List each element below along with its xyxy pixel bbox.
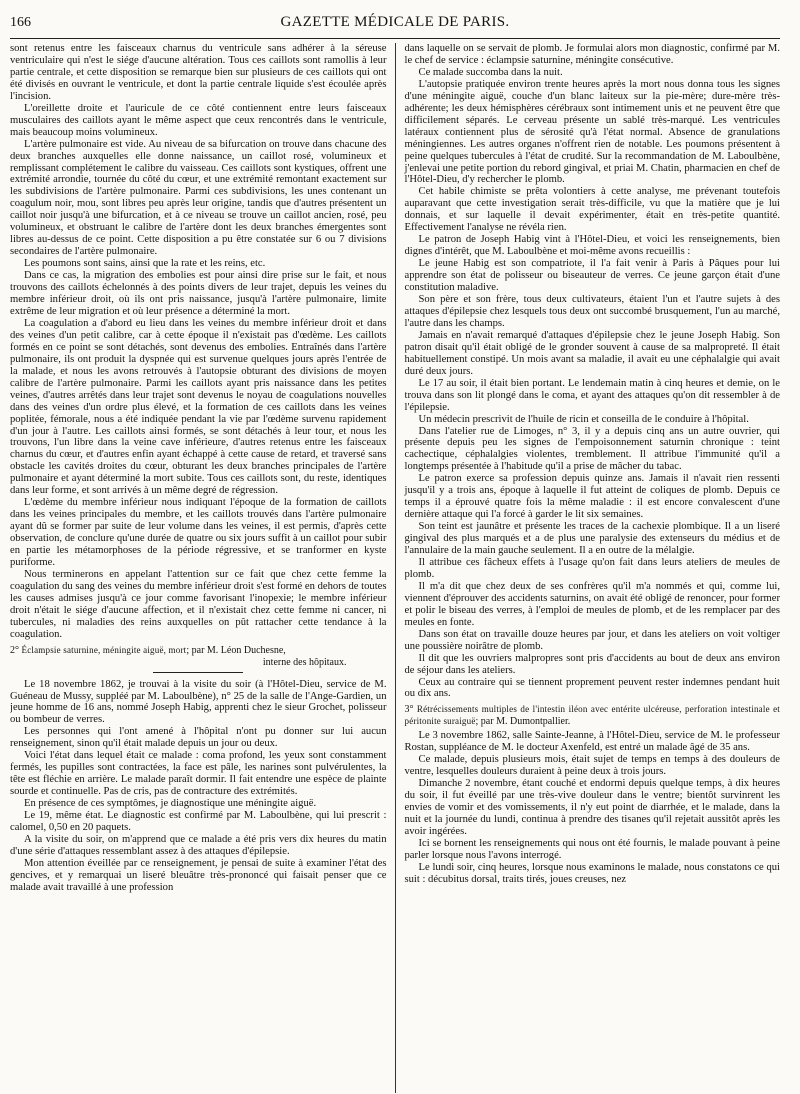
paragraph: Il dit que les ouvriers malpropres sont pris d'accidents au bout de deux ans environ de séjour dans les ateliers. (404, 652, 780, 676)
paragraph: Dans son état on travaille douze heures par jour, et dans les ateliers on voit voltiger une poussière noirâtre de plomb. (404, 628, 780, 652)
paragraph: Mon attention éveillée par ce renseignement, je pensai de suite à examiner l'état des gencives, et y remarquai un liseré bleuâtre très-prononcé qui faisait penser que ce malade avait travaillé à une profession (10, 857, 387, 893)
paragraph: Le 18 novembre 1862, je trouvai à la visite du soir (à l'Hôtel-Dieu, service de M. Guéneau de Mussy, suppléé par M. Laboulbène), n° 25 de la salle de l'Ange-Gardien, un jeune homme de 16 ans, nommé Joseph Habig, apprenti chez le sieur Grochet, polisseur ou bombeur de verres. (10, 678, 387, 726)
paragraph: L'autopsie pratiquée environ trente heures après la mort nous donna tous les signes d'une méningite aiguë, couche d'un blanc laiteux sur la pie-mère; dure-mère très-adhérente; les deux hémisphères cérébraux sont intimement unis et ne peuvent être que difficilement séparés. Le cerveau présente un sablé très-marqué. Les ventricules latéraux contiennent plus de sérosité qu'à l'état normal. Absence de granulations méningiennes. Les autres organes n'offrent rien de notable. Les poumons présentent à peine quelques tubercules à l'état de crudité. Sur la recommandation de M. Laboulbène, j'enlevai une petite portion du rebord gingival, et priai M. Chatin, pharmacien en chef de l'Hôtel-Dieu, d'y rechercher le plomb. (404, 78, 780, 186)
paragraph: Son père et son frère, tous deux cultivateurs, étaient l'un et l'autre sujets à des attaques d'épilepsie chez lesquels tous deux ont succombé brusquement, l'un au marché, l'autre dans les champs. (404, 294, 780, 329)
text-columns (10, 43, 780, 1093)
section-heading-3 (405, 704, 781, 728)
paragraph: Ce malade succomba dans la nuit. (418, 66, 563, 78)
paragraph: Il attribue ces fâcheux effets à l'usage qu'on fait dans leurs ateliers de meules de plomb. (404, 556, 780, 580)
paragraph: Dans ce cas, la migration des embolies est pour ainsi dire prise sur le fait, et nous trouvons des caillots échelonnés à des points divers de leur trajet, depuis les veines du membre inférieur droit, où ils ont pris naissance, jusqu'à l'artère pulmonaire, limite extrême de leur migration et où leur présence a déterminé la mort. (10, 270, 387, 317)
paragraph: sont retenus entre les faisceaux charnus du ventricule sans adhérer à la séreuse ventriculaire qui n'est le siége d'aucune altération. Tous ces caillots sont ramollis à leur partie centrale, et cette disposition se remarque bien sur plusieurs de ces caillots qui ont été divisés en ouvrant le ventricule, et dont la partie centrale liquide s'est écoulée après l'incision. (10, 43, 387, 102)
section-number: 2° (10, 644, 19, 656)
paragraph: Il m'a dit que chez deux de ses confrères qu'il m'a nommés et qui, comme lui, viennent d'éprouver des accidents saturnins, on avait été obligé de renoncer, pour former et polir le biseau des verres, à l'emploi de meules de plomb, et de les remplacer par des meules en fonte. (404, 580, 780, 628)
paragraph: Le 19, même état. Le diagnostic est confirmé par M. Laboulbène, qui lui prescrit : calomel, 0,50 en 20 paquets. (10, 810, 387, 833)
running-title: GAZETTE MÉDICALE DE PARIS. (280, 14, 510, 30)
paragraph: Le jeune Habig est son compatriote, il l'a fait venir à Paris à Pâques pour lui apprendre son état de polisseur ou biseauteur de verres. Ce jeune garçon était d'une constitution maladive. (404, 258, 780, 294)
section-title: Éclampsie saturnine, méningite aiguë, mort (21, 644, 187, 655)
paragraph: Le patron de Joseph Habig vint à l'Hôtel-Dieu, et voici les renseignements, bien dignes d'intérêt, que M. Laboulbène et moi-même avons recueillis : (404, 234, 780, 258)
paragraph: Jamais en n'avait remarqué d'attaques d'épilepsie chez le jeune Joseph Habig. Son patron disait qu'il était obligé de le gronder souvent à cause de sa malpropreté. Il était habituellement constipé. Un mois avant sa maladie, il avait eu une céphalalgie qui avait duré deux jours. (404, 329, 780, 377)
paragraph: Un médecin prescrivit de l'huile de ricin et conseilla de le conduire à l'hôpital. (418, 413, 749, 425)
section-title: Rétrécissements multiples de l'intestin iléon avec entérite ulcéreuse, perforation intestinale et péritonite suraiguë (404, 704, 780, 727)
page-header (10, 14, 780, 39)
section-affiliation: interne des hôpitaux. (262, 656, 347, 668)
section-author: ; par M. Dumontpallier. (475, 716, 571, 728)
paragraph: Son teint est jaunâtre et présente les traces de la cachexie plombique. Il a un liseré gingival des plus marqués et a de plus une paralysie des extenseurs du médius et de l'annulaire de la main gauche seulement. Il a en outre de la mélalgie. (404, 521, 780, 557)
paragraph: Ici se bornent les renseignements qui nous ont été fournis, le malade pouvant à peine parler lorsque nous l'avons interrogé. (404, 837, 780, 861)
paragraph: Dimanche 2 novembre, étant couché et endormi depuis quelque temps, à dix heures du soir, il fut éveillé par une très-vive douleur dans le ventre; bientôt survinrent les envies de vomir et des vomissements, il n'y eut point de diarrhée, et le malade, dans la nuit et la journée du lundi, continua à prendre des tisanes qu'il rejetait aussitôt après les avoir ingérées. (404, 778, 780, 837)
section-divider (153, 672, 243, 673)
paragraph: Dans l'atelier rue de Limoges, n° 3, il y a depuis cinq ans un autre ouvrier, qui présente depuis peu les signes de l'empoisonnement saturnin chronique : teint cachectique, céphalalgies violentes, tremblement. Il attribue l'immunité qu'il a longtemps présentée à l'habitude qu'il a prise de mâcher du tabac. (404, 425, 780, 473)
paragraph: Les personnes qui l'ont amené à l'hôpital n'ont pu donner sur lui aucun renseignement, sinon qu'il était malade depuis un jour ou deux. (10, 726, 387, 750)
section-author: ; par M. Léon Duchesne, (186, 644, 286, 656)
paragraph: A la visite du soir, on m'apprend que ce malade a été pris vers dix heures du matin d'une série d'attaques ressemblant assez à des attaques d'épilepsie. (10, 833, 387, 857)
paragraph: Les poumons sont sains, ainsi que la rate et les reins, etc. (24, 258, 266, 270)
paragraph: L'oreillette droite et l'auricule de ce côté contiennent entre leurs faisceaux musculaires des caillots ayant le même aspect que ceux rencontrés dans le ventricule, mais beaucoup moins volumineux. (10, 102, 387, 138)
section-heading-2 (10, 645, 387, 669)
paragraph: L'œdème du membre inférieur nous indiquant l'époque de la formation de caillots dans les veines principales du membre, et les caillots trouvés dans l'artère pulmonaire ayant dû se former par suite de leur volume dans les veines, il est permis, d'après cette observation, de conclure qu'une durée de quatre ou six jours suffit à un caillot pour subir en partie les métamorphoses de la période régressive, et se tranformer en kyste puriforme. (10, 497, 387, 568)
section-number: 3° (404, 704, 414, 716)
right-column (398, 43, 781, 1093)
paragraph: Le 3 novembre 1862, salle Sainte-Jeanne, à l'Hôtel-Dieu, service de M. le professeur Rostan, suppléance de M. le docteur Axenfeld, est entré un malade âgé de 35 ans. (404, 730, 780, 754)
paragraph: Voici l'état dans lequel était ce malade : coma profond, les yeux sont constamment fermés, les pupilles sont contractées, la face est pâle, les narines sont pulvérulentes, la tête est fléchie en arrière. Le malade paraît dormir. Il fait entendre une espèce de plainte sourde et continuelle. Pas de cris, pas de contracture des extrémités. (10, 750, 387, 798)
paragraph: Le lundi soir, cinq heures, lorsque nous examinons le malade, nous constatons ce qui suit : décubitus dorsal, traits tirés, joues creuses, nez (404, 861, 780, 885)
paragraph: Cet habile chimiste se prêta volontiers à cette analyse, me prévenant toutefois auparavant que cette investigation serait très-difficile, vu que la matière que je lui donnais, et sur laquelle il devait expérimenter, était en très-petite quantité. Effectivement l'analyse ne révéla rien. (404, 186, 780, 234)
paragraph: Le patron exerce sa profession depuis quinze ans. Jamais il n'avait rien ressenti jusqu'il y a trois ans, époque à laquelle il fut atteint de coliques de plomb. Depuis ce temps il a éprouvé quatre fois la même maladie : il est encore convalescent d'une dernière attaque qui l'a forcé à garder le lit six semaines. (404, 473, 780, 521)
paragraph: Le 17 au soir, il était bien portant. Le lendemain matin à cinq heures et demie, on le trouva dans son lit plongé dans le coma, et ayant des attaques qu'on dit ressembler à de l'épilepsie. (404, 377, 780, 413)
paragraph: dans laquelle on se servait de plomb. Je formulai alors mon diagnostic, confirmé par M. le chef de service : éclampsie saturnine, méningite consécutive. (404, 43, 780, 66)
paragraph: En présence de ces symptômes, je diagnostique une méningite aiguë. (24, 798, 317, 810)
paragraph: Nous terminerons en appelant l'attention sur ce fait que chez cette femme la coagulation du sang des veines du membre inférieur droit s'est formé en dehors de toutes les causes admises jusqu'à ce jour comme favorisant l'inopexie; le membre inférieur droit n'était le siége d'aucune affection, et il n'existait chez cette femme ni cancer, ni tubercules, ni maladies des reins auxquelles on pût rattacher cette tendance à la coagulation. (10, 568, 387, 640)
paragraph: L'artère pulmonaire est vide. Au niveau de sa bifurcation on trouve dans chacune des deux branches auxquelles elle donne naissance, un caillot rosé, volumineux et remplissant complétement le calibre du vaisseau. Ces caillots sont kystiques, offrent une extrémité arrondie, tournée du côté du cœur, et une extrémité remontant exactement sur les subdivisions de l'artère pulmonaire. Parmi ces subdivisions, les unes contenant un coagulum noir, mou, sont libres peu après leur origine, tandis que d'autres présentent un caillot noir jusqu'à une bifurcation, et à ce niveau se trouve un caillot ancien, rosé, peu volumineux, et obstruant le calibre de l'artère dont les deux branches émergentes sont libres au-dessus de ce point. Cette disposition a pu être constatée sur 6 ou 7 divisions secondaires de l'artère pulmonaire. (10, 138, 387, 258)
column-rule (395, 43, 396, 1093)
left-column (10, 43, 393, 1093)
paragraph: La coagulation a d'abord eu lieu dans les veines du membre inférieur droit et dans des veines d'un petit calibre, car à cette époque il n'existait pas d'œdème. Les caillots formés en ce point se sont détachés, sont devenus des embolies. Entraînés dans l'artère pulmonaire, ils ont produit la dyspnée qui est survenue quelques jours après l'entrée de la malade, et nous les avons retrouvés à l'autopsie obturant des divisions de moyen calibre de l'artère pulmonaire. Parmi les caillots ayant pris naissance dans les petites veines, d'autres arrêtés dans leur trajet sont devenus le noyau de coagulations nouvelles dans des veines d'un ordre plus élevé, et la formation de ces caillots dans les veines poplitée, fémorale, nous a été indiquée pendant la vie par l'œdème survenu rapidement d'un jour à l'autre. Les caillots ainsi formés, se sont détachés à leur tour, et nous les trouvons, l'un libre dans la veine cave inférieure, d'autres retenus entre les faisceaux charnus du cœur, et d'autres enfin ayant échappé à cette cause de retard, et traversé sans obstacle les cavités droites du cœur, obturant les deux branches principales de l'artère pulmonaire et ayant déterminé la mort subite. Tous ces caillots sont, du reste, identiques dans leur forme, et sont arrivés à un même degré de régression. (10, 317, 387, 497)
paragraph: Ce malade, depuis plusieurs mois, était sujet de temps en temps à des douleurs de ventre, lesquelles douleurs duraient à peine deux à trois jours. (404, 754, 780, 778)
page-number: 166 (10, 15, 31, 30)
paragraph: Ceux au contraire qui se tiennent proprement peuvent rester indemnes pendant huit ou dix ans. (404, 676, 780, 700)
